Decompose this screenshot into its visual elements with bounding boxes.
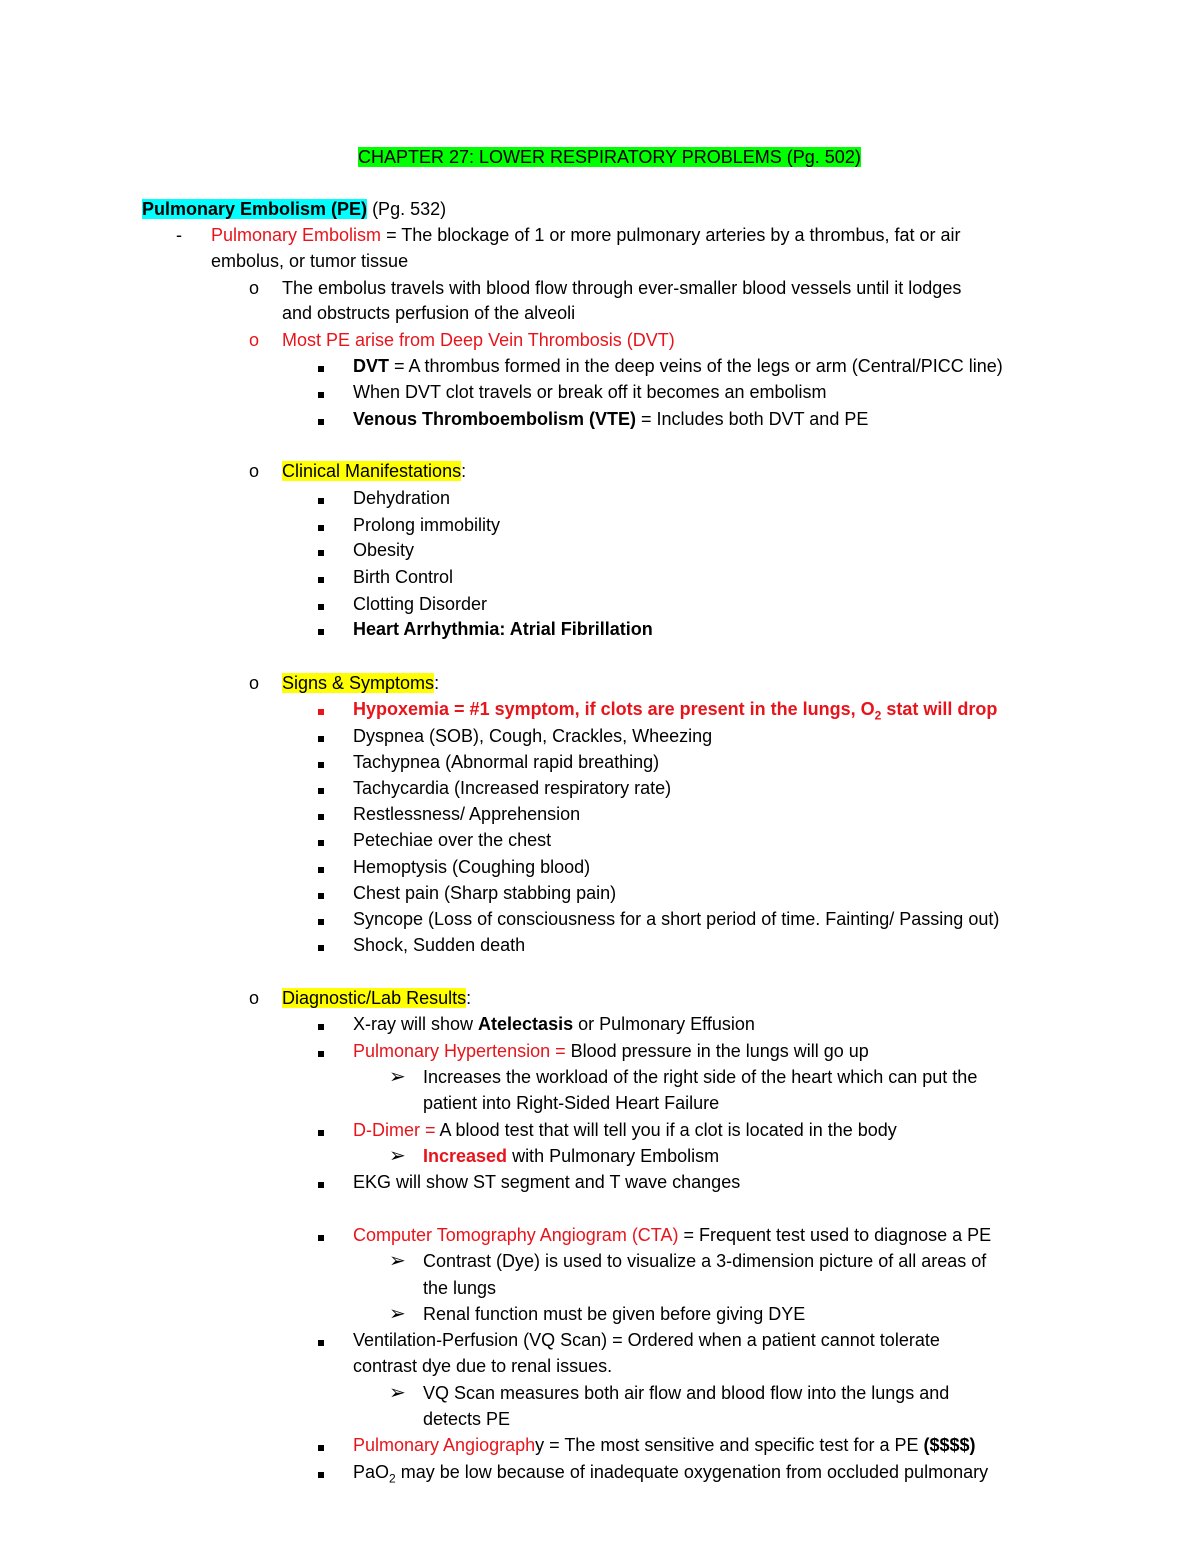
arrow-bullet-icon: ➢ <box>389 1303 406 1325</box>
d-dimer-text: A blood test that will tell you if a clot is located in the body <box>439 1120 897 1140</box>
section-heading-text: Pulmonary Embolism (PE) <box>142 199 368 219</box>
pulmonary-hypertension-term: Pulmonary Hypertension <box>353 1041 551 1061</box>
xray-item <box>353 1013 755 1035</box>
pao2-text-end: may be low because of inadequate oxygenation from occluded pulmonary <box>395 1462 989 1482</box>
square-bullet <box>318 1445 324 1451</box>
cta-term: Computer Tomography Angiogram (CTA) <box>353 1225 679 1245</box>
square-bullet <box>318 1472 324 1478</box>
circle-marker: o <box>249 988 260 1008</box>
circle-marker: o <box>249 673 260 693</box>
angiography-term-end: y <box>535 1435 545 1455</box>
clinical-heading <box>282 460 466 482</box>
square-bullet <box>318 1024 324 1030</box>
square-bullet <box>318 577 324 583</box>
dvt-item-1 <box>353 355 1003 377</box>
clinical-item: Dehydration <box>353 488 451 508</box>
embolus-travel-line-2: and obstructs perfusion of the alveoli <box>282 303 576 323</box>
angiography-item <box>353 1434 976 1456</box>
clinical-heading-text: Clinical Manifestations <box>282 461 462 481</box>
square-bullet <box>318 1340 324 1346</box>
section-page-ref: (Pg. 532) <box>372 199 447 219</box>
section-heading <box>142 198 446 220</box>
dvt-heading: Most PE arise from Deep Vein Thrombosis (DVT) <box>282 330 675 350</box>
square-bullet <box>318 867 324 873</box>
square-bullet <box>318 366 324 372</box>
signs-item: Syncope (Loss of consciousness for a short period of time. Fainting/ Passing out) <box>353 909 1000 929</box>
square-bullet <box>318 1235 324 1241</box>
pao2-subscript: 2 <box>389 1471 396 1486</box>
square-bullet <box>318 1182 324 1188</box>
pulmonary-hypertension-text: Blood pressure in the lungs will go up <box>570 1041 869 1061</box>
colon: : <box>466 988 472 1008</box>
dvt-item-3 <box>353 408 868 430</box>
ph-sub-line-1: Increases the workload of the right side of the heart which can put the <box>423 1067 978 1087</box>
square-bullet <box>318 788 324 794</box>
signs-heading-text: Signs & Symptoms <box>282 673 435 693</box>
clinical-item: Clotting Disorder <box>353 594 488 614</box>
signs-item: Shock, Sudden death <box>353 935 526 955</box>
arrow-bullet-icon: ➢ <box>389 1145 406 1167</box>
square-bullet <box>318 840 324 846</box>
signs-item: Petechiae over the chest <box>353 830 552 850</box>
d-dimer-item <box>353 1119 897 1141</box>
signs-item: Dyspnea (SOB), Cough, Crackles, Wheezing <box>353 726 713 746</box>
clinical-item: Prolong immobility <box>353 515 501 535</box>
chapter-title <box>358 146 861 168</box>
signs-item: Hemoptysis (Coughing blood) <box>353 857 591 877</box>
cta-item <box>353 1224 991 1246</box>
cta-sub-2: Renal function must be given before giving DYE <box>423 1304 806 1324</box>
diagnostic-heading <box>282 987 471 1009</box>
cta-sub-1-line-2: the lungs <box>423 1278 497 1298</box>
angiography-text: = The most sensitive and specific test for a PE <box>544 1435 924 1455</box>
signs-item: Tachycardia (Increased respiratory rate) <box>353 778 672 798</box>
ekg-item: EKG will show ST segment and T wave changes <box>353 1172 741 1192</box>
square-bullet <box>318 945 324 951</box>
square-bullet <box>318 762 324 768</box>
hypoxemia-item <box>353 698 997 727</box>
dvt-item-1-term: DVT <box>353 356 389 376</box>
ph-sub-line-2: patient into Right-Sided Heart Failure <box>423 1093 720 1113</box>
square-bullet <box>318 525 324 531</box>
pao2-item <box>353 1461 988 1490</box>
equals-sign: = <box>420 1120 440 1140</box>
square-bullet <box>318 498 324 504</box>
angiography-term: Pulmonary Angiograph <box>353 1435 536 1455</box>
clinical-item: Heart Arrhythmia: Atrial Fibrillation <box>353 619 653 639</box>
signs-item: Tachypnea (Abnormal rapid breathing) <box>353 752 660 772</box>
circle-marker: o <box>249 330 260 350</box>
square-bullet <box>318 814 324 820</box>
equals-sign: = <box>550 1041 571 1061</box>
vq-item-line-2: contrast dye due to renal issues. <box>353 1356 613 1376</box>
dash-marker: - <box>176 225 182 245</box>
d-dimer-term: D-Dimer <box>353 1120 420 1140</box>
square-bullet <box>318 419 324 425</box>
d-dimer-sub <box>423 1145 719 1167</box>
square-bullet <box>318 550 324 556</box>
circle-marker: o <box>249 278 260 298</box>
square-bullet <box>318 604 324 610</box>
square-bullet <box>318 736 324 742</box>
dvt-item-3-term: Venous Thromboembolism (VTE) <box>353 409 637 429</box>
signs-heading <box>282 672 439 694</box>
diagnostic-heading-text: Diagnostic/Lab Results <box>282 988 467 1008</box>
square-bullet <box>318 629 324 635</box>
colon: : <box>461 461 467 481</box>
cta-text: = Frequent test used to diagnose a PE <box>678 1225 992 1245</box>
arrow-bullet-icon: ➢ <box>389 1066 406 1088</box>
pao2-text: PaO <box>353 1462 390 1482</box>
square-bullet <box>318 893 324 899</box>
hypoxemia-text-end: stat will drop <box>881 699 998 719</box>
o2-subscript: 2 <box>874 708 882 723</box>
square-bullet <box>318 1051 324 1057</box>
dvt-item-2: When DVT clot travels or break off it becomes an embolism <box>353 382 827 402</box>
chapter-title-text: CHAPTER 27: LOWER RESPIRATORY PROBLEMS (Pg. 502) <box>358 147 861 167</box>
definition-term: Pulmonary Embolism <box>211 225 382 245</box>
vq-sub-line-1: VQ Scan measures both air flow and blood flow into the lungs and <box>423 1383 950 1403</box>
definition-text: = The blockage of 1 or more pulmonary arteries by a thrombus, fat or air <box>381 225 961 245</box>
xray-text: X-ray will show <box>353 1014 479 1034</box>
xray-text-end: or Pulmonary Effusion <box>573 1014 755 1034</box>
square-bullet <box>318 919 324 925</box>
pulmonary-hypertension-item <box>353 1040 869 1062</box>
circle-marker: o <box>249 461 260 481</box>
square-bullet <box>318 392 324 398</box>
clinical-item: Birth Control <box>353 567 454 587</box>
square-bullet <box>318 709 324 715</box>
hypoxemia-text: Hypoxemia = #1 symptom, if clots are present in the lungs, O <box>353 699 875 719</box>
vq-item-line-1: Ventilation-Perfusion (VQ Scan) = Ordered when a patient cannot tolerate <box>353 1330 940 1350</box>
vq-sub-line-2: detects PE <box>423 1409 511 1429</box>
definition-line-2: embolus, or tumor tissue <box>211 251 409 271</box>
d-dimer-sub-text: with Pulmonary Embolism <box>507 1146 720 1166</box>
embolus-travel-line-1: The embolus travels with blood flow through ever-smaller blood vessels until it lodges <box>282 278 962 298</box>
clinical-item: Obesity <box>353 540 415 560</box>
signs-item: Restlessness/ Apprehension <box>353 804 581 824</box>
signs-item: Chest pain (Sharp stabbing pain) <box>353 883 617 903</box>
definition-line-1 <box>211 224 961 246</box>
colon: : <box>434 673 440 693</box>
atelectasis-term: Atelectasis <box>478 1014 574 1034</box>
increased-term: Increased <box>423 1146 508 1166</box>
arrow-bullet-icon: ➢ <box>389 1250 406 1272</box>
dvt-item-1-text: = A thrombus formed in the deep veins of the legs or arm (Central/PICC line) <box>389 356 1003 376</box>
square-bullet <box>318 1130 324 1136</box>
cta-sub-1-line-1: Contrast (Dye) is used to visualize a 3-dimension picture of all areas of <box>423 1251 987 1271</box>
arrow-bullet-icon: ➢ <box>389 1382 406 1404</box>
cost-indicator: ($$$$) <box>923 1435 976 1455</box>
dvt-item-3-text: = Includes both DVT and PE <box>636 409 869 429</box>
